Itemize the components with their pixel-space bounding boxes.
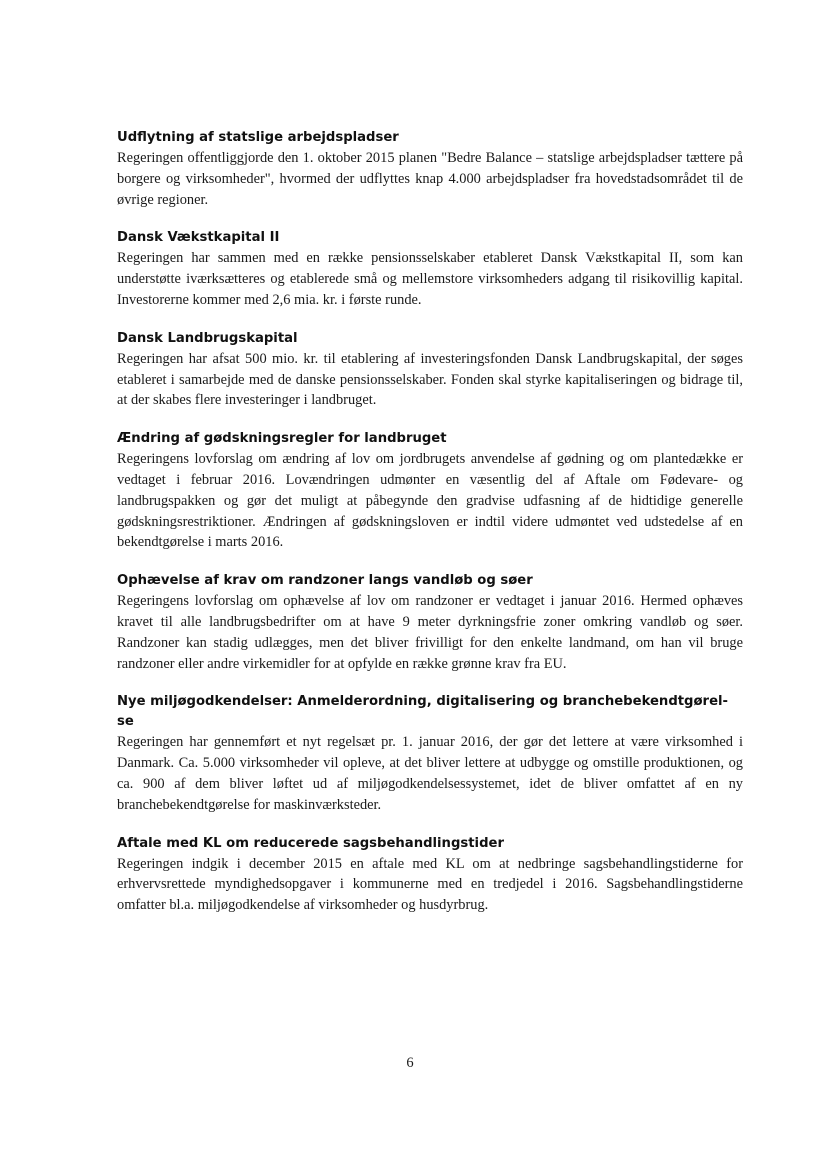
section-landbrugskapital: [117, 329, 743, 411]
page-number: 6: [406, 1055, 414, 1071]
section-heading: Dansk Landbrugskapital: [117, 330, 298, 346]
section-body: Regeringen har gennemført et nyt regelsæt pr. 1. januar 2016, der gør det lettere at være virksomhed i Danmark. Ca. 5.000 virksomheder vil opleve, at det bliver lettere at udbygge og omstille produktionen, og ca. 900 af dem bliver løftet ud af miljøgodkendelsessystemet, idet de bliver omfattet af en ny branchebekendtgørelse for maskinværksteder.: [117, 734, 743, 813]
section-kl-aftale: [117, 834, 743, 916]
section-heading: Ændring af gødskningsregler for landbruget: [117, 431, 447, 447]
section-miljoegodkendelser: [117, 692, 743, 815]
section-body: Regeringen offentliggjorde den 1. oktober 2015 planen "Bedre Balance – statslige arbejdspladser tættere på borgere og virksomheder", hvormed der udflyttes knap 4.000 arbejdspladser fra hovedstadsområdet til de øvrige regioner.: [117, 150, 743, 208]
section-body: Regeringens lovforslag om ændring af lov om jordbrugets anvendelse af gødning og om plantedække er vedtaget i februar 2016. Lovændringen udmønter en væsentlig del af Aftale om Fødevare- og landbrugspakken og gør det muligt at påbegynde den gradvise udfasning af de hidtidige generelle gødskningsrestriktioner. Ændringen af gødskningsloven er indtil videre udmøntet ved udstedelse af en bekendtgørelse i marts 2016.: [117, 451, 743, 551]
section-body: Regeringen indgik i december 2015 en aftale med KL om at nedbringe sagsbehandlingstiderne for erhvervsrettede myndighedsopgaver i kommunerne med en tredjedel i 2016. Sagsbehandlingstiderne omfatter bl.a. miljøgodkendelse af virksomheder og husdyrbrug.: [117, 855, 743, 914]
section-body: Regeringen har afsat 500 mio. kr. til etablering af investeringsfonden Dansk Landbrugskapital, der søges etableret i samarbejde med de danske pensionsselskaber. Fonden skal styrke kapitaliseringen og bidrage til, at der skabes flere investeringer i landbruget.: [117, 350, 743, 409]
section-body: Regeringens lovforslag om ophævelse af lov om randzoner er vedtaget i januar 2016. Hermed ophæves kravet til alle landbrugsbedrifter om at have 9 meter dyrkningsfrie zoner omkring vandløb og søer. Randzoner kan stadig udlægges, men det bliver frivilligt for den enkelte landmand, om han vil bruge randzoner eller andre virkemidler for at opfylde en række grønne krav fra EU.: [117, 593, 743, 672]
section-heading: Aftale med KL om reducerede sagsbehandlingstider: [117, 835, 504, 851]
section-heading: Ophævelse af krav om randzoner langs vandløb og søer: [117, 573, 533, 589]
section-heading: Nye miljøgodkendelser: Anmelderordning, digitalisering og branchebekendtgørel-se: [117, 694, 729, 730]
section-body: Regeringen har sammen med en række pensionsselskaber etableret Dansk Vækstkapital II, som kan understøtte iværksætteres og etablerede små og mellemstore virksomheders adgang til risikovillig kapital. Investorerne kommer med 2,6 mia. kr. i første runde.: [117, 250, 743, 308]
section-heading: Udflytning af statslige arbejdspladser: [117, 130, 399, 145]
section-udflytning: [117, 128, 743, 210]
document-page: [117, 128, 743, 934]
section-heading: Dansk Vækstkapital II: [117, 230, 280, 246]
section-vaekstkapital: [117, 228, 743, 310]
section-goedskningsregler: [117, 429, 743, 553]
section-randzoner: [117, 571, 743, 674]
